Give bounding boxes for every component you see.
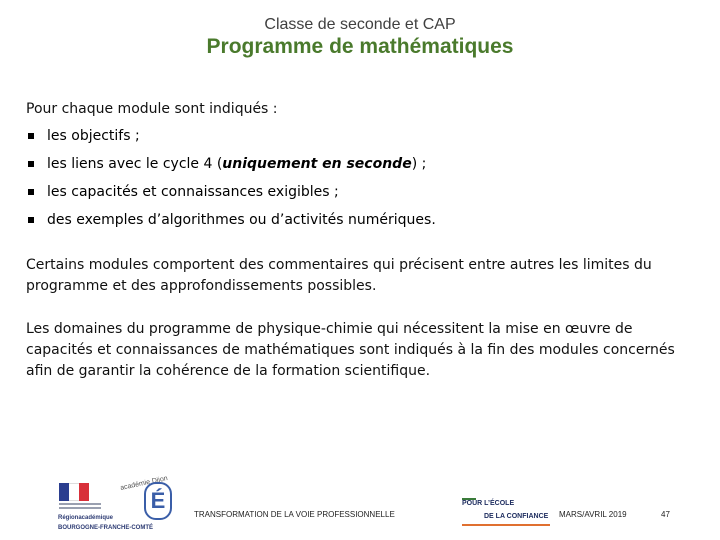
ecole-logo-line2: DE LA CONFIANCE [484, 513, 549, 520]
list-item [26, 210, 702, 238]
list-item-text: les objectifs ; [47, 128, 140, 144]
french-flag-icon [59, 483, 89, 501]
list-item [26, 182, 702, 210]
academie-e-icon: É [144, 482, 172, 520]
list-item [26, 126, 702, 154]
region-logo [56, 470, 176, 538]
footer-center-text: TRANSFORMATION DE LA VOIE PROFESSIONNELLE [194, 510, 395, 519]
square-bullet-icon [28, 189, 34, 195]
list-item-text: des exemples d’algorithmes ou d’activités numériques. [47, 212, 436, 228]
page-number: 47 [661, 510, 670, 519]
slide-subtitle: Classe de seconde et CAP [264, 16, 456, 33]
square-bullet-icon [28, 161, 34, 167]
republic-text-icon [59, 503, 101, 511]
region-logo-line2: BOURGOGNE-FRANCHE-COMTÉ [58, 525, 153, 531]
square-bullet-icon [28, 133, 34, 139]
square-bullet-icon [28, 217, 34, 223]
slide-title: Programme de mathématiques [206, 35, 514, 58]
academie-text: académie Dijon [119, 475, 169, 492]
intro-text: Pour chaque module sont indiqués : [26, 101, 278, 117]
list-item-emphasis: uniquement en seconde [222, 156, 412, 172]
region-logo-line1: Régionacadémique [58, 515, 114, 521]
list-item-text-before: les liens avec le cycle 4 ( [47, 156, 223, 172]
paragraph-physics: Les domaines du programme de physique-chimie qui nécessitent la mise en œuvre de capacités et connaissances de mathématiques sont indiqués à la fin des modules concernés afin de garantir la cohérence de la formation scientifique. [26, 321, 675, 379]
academie-logo [120, 476, 170, 524]
list-item-text: les capacités et connaissances exigibles ; [47, 184, 339, 200]
logo-underline [462, 524, 550, 526]
footer-date: MARS/AVRIL 2019 [559, 510, 627, 519]
list-item-text-after: ) ; [411, 156, 427, 172]
ecole-confiance-logo [462, 498, 554, 528]
slide-footer [0, 460, 720, 540]
paragraph-comments: Certains modules comportent des commentaires qui précisent entre autres les limites du programme et des approfondissements possibles. [26, 257, 652, 294]
list-item [26, 154, 702, 182]
ecole-logo-line1: POUR L’ÉCOLE [462, 500, 515, 507]
module-list [26, 126, 702, 238]
